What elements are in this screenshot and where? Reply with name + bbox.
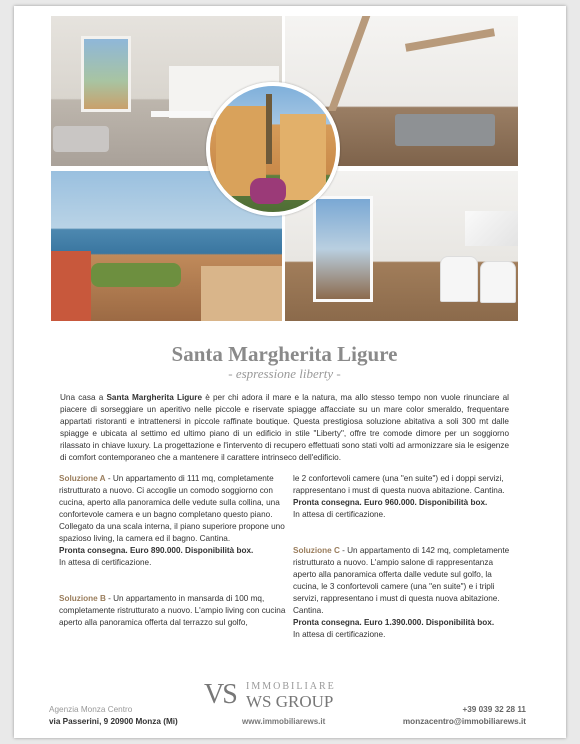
palm-tree (266, 94, 272, 164)
terrace-door (313, 196, 373, 302)
brochure-page (14, 6, 566, 738)
logo-mark: VS (204, 679, 236, 710)
marble-wall (465, 211, 518, 246)
solution-a-cert: In attesa di certificazione. (59, 558, 152, 567)
sofa (395, 114, 495, 146)
ceiling-beam (328, 16, 371, 111)
footer-contact-block (384, 704, 526, 728)
solutions-column-left (59, 473, 287, 629)
chair (440, 256, 478, 302)
page-title: Santa Margherita Ligure (171, 342, 398, 366)
solution-a-heading: Soluzione A (59, 474, 106, 483)
solutions-column-right (293, 473, 513, 641)
solution-a (59, 473, 287, 521)
agency-name: Agenzia Monza Centro (49, 705, 133, 714)
flowers (250, 178, 286, 204)
email-link[interactable]: monzacentro@immobiliarews.it (402, 717, 526, 726)
ceiling-beam (405, 28, 495, 52)
solution-c-price: Pronta consegna. Euro 1.390.000. Disponibilità box. (293, 618, 495, 627)
intro-highlight: Santa Margherita Ligure (106, 393, 203, 402)
chair (480, 261, 516, 303)
building (51, 251, 91, 321)
page-subtitle: - espressione liberty - (228, 366, 341, 381)
solution-b-cert: In attesa di certificazione. (293, 510, 386, 519)
solution-c-text: - Un appartamento di 142 mq, completamente ristrutturato a nuovo. L'ampio salone di rappresentanza aperto alla panoramica offerta dalle vedute sul golfo, la cucina, le 3 confortevoli camere (una "en suite") e i tripli servizi, rappresentano i must di questa nuova abitazione. Cantina. (293, 546, 510, 615)
solution-b (59, 593, 287, 629)
ws-group-logo (204, 679, 374, 719)
solution-c-cert: In attesa di certificazione. (293, 630, 386, 639)
phone-number[interactable]: +39 039 32 28 11 (462, 705, 526, 714)
intro-text: Una casa a (60, 393, 107, 402)
building-circle-photo (206, 82, 340, 216)
agency-address: via Passerini, 9 20900 Monza (Mi) (49, 717, 178, 726)
solution-b-heading: Soluzione B (59, 594, 106, 603)
dining-table (151, 111, 211, 117)
website-link[interactable]: www.immobiliarews.it (242, 717, 326, 726)
solution-a-text2: Collegato da una scala interna, il piano superiore propone uno spazioso living, la camera ed il bagno. Cantina. (59, 522, 285, 543)
logo-word-ws-group: WS GROUP (246, 692, 334, 711)
solution-b-text: - Un appartamento in mansarda di 100 mq, completamente ristrutturato a nuovo. L'ampio living con cucina aperto alla panoramica offerta dal terrazzo sul golfo, (59, 594, 286, 627)
solution-b-price: Pronta consegna. Euro 960.000. Disponibilità box. (293, 498, 488, 507)
rooftop-garden (91, 263, 181, 287)
intro-paragraph (60, 392, 509, 464)
building (201, 266, 282, 321)
logo-word-immobiliare: IMMOBILIARE (246, 681, 336, 692)
building (280, 114, 326, 200)
window (81, 36, 131, 112)
intro-text: è per chi adora il mare e la natura, ma allo stesso tempo non vuole rinunciare al piacere di sorseggiare un aperitivo nelle piccole e riservate spiagge affacciate su un mare color smeraldo, frequentare appartati ristoranti e intrattenersi in piccole raffinate boutique. Questa prestigiosa soluzione abitativa a soli 300 mt dalle spiagge e ubicata al settimo ed ultimo piano di un edificio in stile "Liberty", offre tre comode dimore per un soggiorno rilassato in chiave luxury. La progettazione e l'intervento di recupero effettuati sono stati volti ad armonizzare sia le esigenze di comfort contemporaneo che a mantenere il carattere intrinseco dell'edificio. (60, 393, 509, 462)
solution-c-heading: Soluzione C (293, 546, 340, 555)
solution-c (293, 545, 513, 617)
solution-a-price: Pronta consegna. Euro 890.000. Disponibilità box. (59, 546, 254, 555)
sofa (53, 126, 109, 152)
footer-agency-block (49, 704, 178, 728)
solution-b-continued: le 2 confortevoli camere (una "en suite") ed i doppi servizi, rappresentano i must di questa nuova abitazione. Cantina. (293, 474, 505, 495)
solution-a-text: - Un appartamento di 111 mq, completamente ristrutturato a nuovo. Ci accoglie un comodo soggiorno con cucina, aperto alla panoramica delle vedute sulla collina, una confortevole camera e un bagno completano questo piano. (59, 474, 280, 519)
